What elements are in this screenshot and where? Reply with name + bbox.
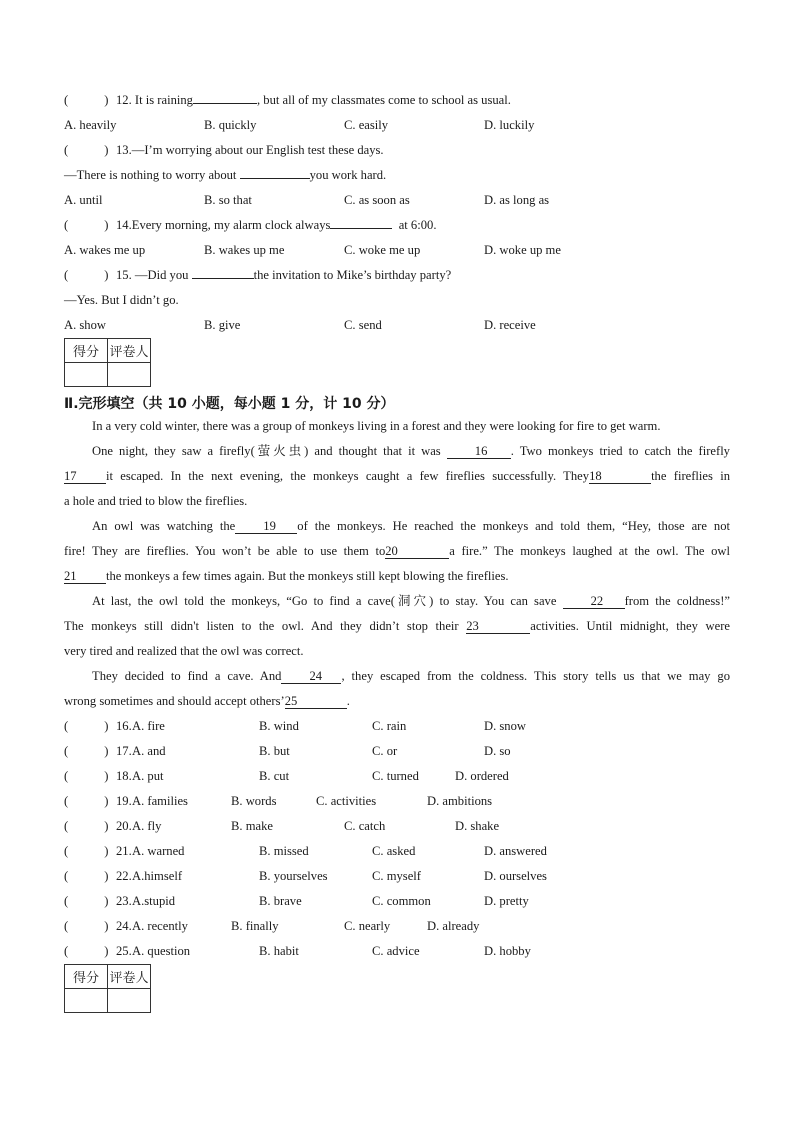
option-c: C. nearly [344,919,391,933]
option-b: B. cut [259,769,290,783]
option-b: B. give [204,318,241,332]
section-title: Ⅱ.完形填空（共 10 小题，每小题 1 分，计 10 分） [64,396,395,412]
cloze-question-23: ( ) 23. [64,894,132,908]
answer-blank[interactable] [193,103,257,104]
passage-line: a hole and tried to blow the fireflies. [64,494,248,508]
blank-24[interactable]: 24 [281,669,341,684]
grader-header: 评卷人 [108,965,151,989]
passage-line: One night, they saw a firefly(萤火虫) and thought that it was 16 . Two monkeys tried to catch the firefly [92,444,730,458]
option-d: D. receive [484,318,536,332]
question-12-stem: ( ) 12. It is raining , but all of my classmates come to school as usual. [64,93,511,107]
question-13-stem: ( ) 13.—I’m worrying about our English test these days. [64,143,384,157]
option-d: D. hobby [484,944,531,958]
blank-17[interactable]: 17 [64,469,106,484]
score-cell[interactable] [65,363,108,387]
passage-line: wrong sometimes and should accept others’25 . [64,694,350,708]
option-c: C. advice [372,944,420,958]
option-c: C. catch [344,819,386,833]
option-d: D. already [427,919,480,933]
blank-16[interactable]: 16 [447,444,511,459]
option-b: B. quickly [204,118,257,132]
option-b: B. words [231,794,277,808]
cloze-question-22: ( ) 22. [64,869,132,883]
question-15-stem: ( ) 15. —Did you the invitation to Mike’s birthday party? [64,268,452,282]
score-table [64,964,151,1013]
option-c: C. asked [372,844,416,858]
option-c: C. or [372,744,398,758]
option-a: A. question [132,944,191,958]
option-b: B. brave [259,894,302,908]
option-b: B. make [231,819,273,833]
option-b: B. so that [204,193,252,207]
option-a: A.himself [132,869,183,883]
blank-23[interactable]: 23 [466,619,530,634]
passage-line: fire! They are fireflies. You won’t be able to use them to20 a fire.” The monkeys laughed at the owl. The owl [64,544,730,558]
option-a: A. fly [132,819,162,833]
option-a: A. families [132,794,188,808]
cloze-question-18: ( ) 18. [64,769,132,783]
option-b: B. but [259,744,290,758]
option-c: C. easily [344,118,389,132]
grader-cell[interactable] [108,363,151,387]
option-a: A. warned [132,844,185,858]
score-cell[interactable] [65,989,108,1013]
question-15-line2: —Yes. But I didn’t go. [64,293,179,307]
option-b: B. habit [259,944,299,958]
blank-25[interactable]: 25 [285,694,347,709]
cloze-question-16: ( ) 16. [64,719,132,733]
cloze-question-17: ( ) 17. [64,744,132,758]
blank-18[interactable]: 18 [589,469,651,484]
question-14-stem: ( ) 14.Every morning, my alarm clock always at 6:00. [64,218,437,232]
cloze-question-24: ( ) 24. [64,919,132,933]
option-a: A. and [132,744,166,758]
score-table [64,338,151,387]
score-header: 得分 [65,339,108,363]
option-d: D. shake [455,819,500,833]
option-c: C. woke me up [344,243,421,257]
blank-20[interactable]: 20 [385,544,449,559]
option-a: A. show [64,318,106,332]
option-b: B. missed [259,844,309,858]
option-c: C. turned [372,769,419,783]
option-c: C. myself [372,869,421,883]
option-d: D. ambitions [427,794,493,808]
option-a: A. fire [132,719,165,733]
cloze-passage [64,414,730,714]
answer-blank[interactable] [192,278,254,279]
option-c: C. send [344,318,382,332]
option-c: C. common [372,894,431,908]
passage-line: At last, the owl told the monkeys, “Go to find a cave(洞穴) to stay. You can save 22 from the coldness!” [92,594,730,608]
passage-line: An owl was watching the 19 of the monkeys. He reached the monkeys and told them, “Hey, those are not [92,519,730,533]
grader-cell[interactable] [108,989,151,1013]
blank-22[interactable]: 22 [563,594,625,609]
cloze-question-21: ( ) 21. [64,844,132,858]
option-d: D. ordered [455,769,509,783]
passage-line: The monkeys still didn't listen to the owl. And they didn’t stop their 23 activities. Until midnight, they were [64,619,730,633]
passage-line: 17 it escaped. In the next evening, the monkeys caught a few fireflies successfully. They18 the fireflies in [64,469,731,483]
option-a: A. put [132,769,164,783]
option-a: A. heavily [64,118,117,132]
passage-line: 21 the monkeys a few times again. But the monkeys still kept blowing the fireflies. [64,569,509,583]
option-d: D. answered [484,844,547,858]
option-d: D. ourselves [484,869,547,883]
option-a: A. recently [132,919,188,933]
blank-21[interactable]: 21 [64,569,106,584]
option-b: B. finally [231,919,279,933]
option-a: A.stupid [132,894,176,908]
option-c: C. as soon as [344,193,410,207]
question-13-line2: —There is nothing to worry about you work hard. [64,168,387,182]
answer-blank[interactable] [330,228,392,229]
option-a: A. until [64,193,103,207]
cloze-question-19: ( ) 19. [64,794,132,808]
option-d: D. luckily [484,118,535,132]
passage-line: They decided to find a cave. And 24 , they escaped from the coldness. This story tells us that we may go [92,669,730,683]
option-b: B. wakes up me [204,243,285,257]
score-header: 得分 [65,965,108,989]
option-d: D. so [484,744,511,758]
cloze-question-25: ( ) 25. [64,944,132,958]
option-c: C. rain [372,719,407,733]
option-a: A. wakes me up [64,243,146,257]
option-d: D. pretty [484,894,529,908]
cloze-question-20: ( ) 20. [64,819,132,833]
blank-19[interactable]: 19 [235,519,297,534]
option-d: D. as long as [484,193,550,207]
option-d: D. snow [484,719,526,733]
option-b: B. wind [259,719,299,733]
option-b: B. yourselves [259,869,328,883]
answer-blank[interactable] [240,178,310,179]
option-d: D. woke up me [484,243,561,257]
grader-header: 评卷人 [108,339,151,363]
passage-line: very tired and realized that the owl was correct. [64,644,304,658]
passage-line: In a very cold winter, there was a group of monkeys living in a forest and they were looking for fire to get warm. [92,419,661,433]
option-c: C. activities [316,794,377,808]
